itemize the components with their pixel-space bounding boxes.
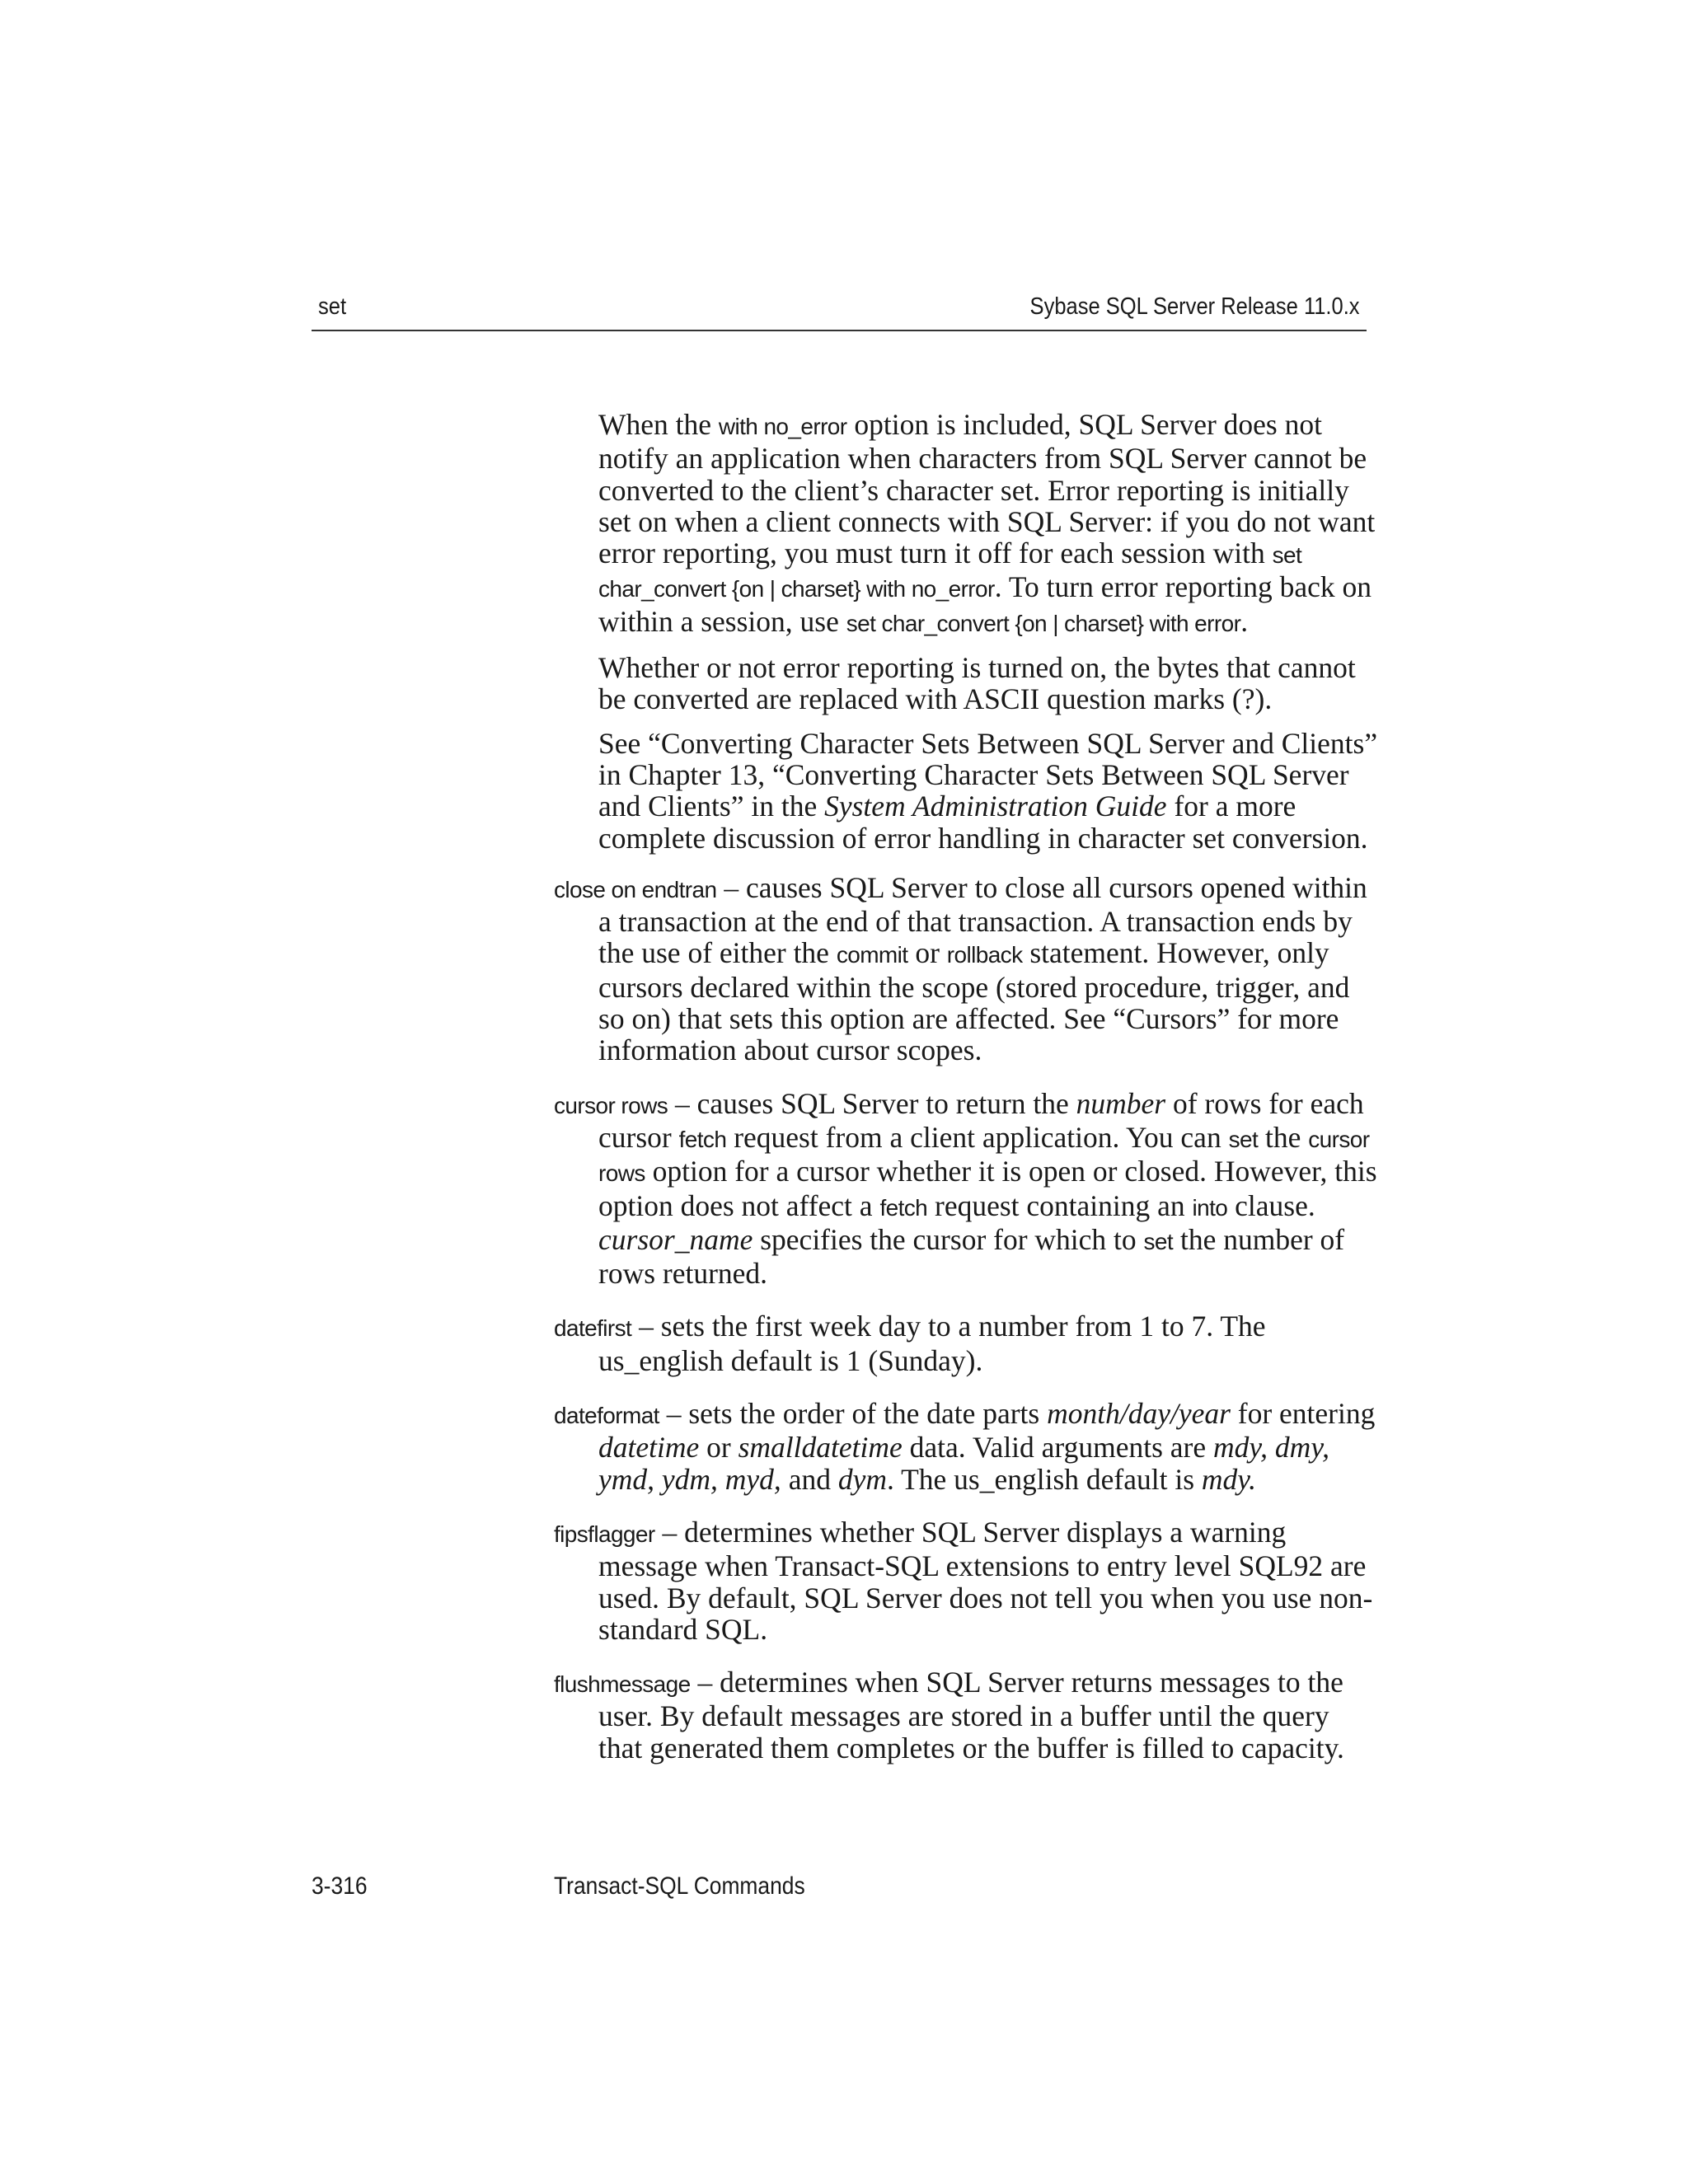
text: and <box>781 1462 838 1496</box>
text: . <box>1240 604 1249 638</box>
main-content <box>554 409 1378 1785</box>
code-keyword: set <box>1228 1126 1259 1152</box>
italic-term: mdy. <box>1201 1462 1256 1496</box>
text: for a more complete discussion of error handling in character set conversion. <box>598 790 1368 855</box>
page-number: 3-316 <box>312 1872 368 1900</box>
italic-term: datetime <box>598 1431 700 1465</box>
paragraph-see-also <box>554 728 1378 854</box>
text: . To turn error reporting back on within a session, use <box>598 570 1372 638</box>
text: – sets the order of the date parts <box>659 1397 1048 1431</box>
option-term: cursor rows <box>554 1092 668 1118</box>
option-term: flushmessage <box>554 1671 691 1698</box>
code-keyword: into <box>1192 1194 1228 1221</box>
option-cursor-rows <box>554 1088 1378 1290</box>
text: – causes SQL Server to close all cursors opened within a transaction at the end of that transaction. A transaction ends by the use of either the <box>598 870 1367 970</box>
text: . The us_english default is <box>886 1462 1202 1496</box>
italic-term: dym <box>837 1462 887 1496</box>
text: the number of rows returned. <box>598 1222 1345 1291</box>
text: data. Valid arguments are <box>902 1431 1213 1465</box>
paragraph-no-error <box>554 409 1378 640</box>
paragraph-error-reporting <box>554 652 1378 715</box>
code-keyword: commit <box>836 942 908 968</box>
italic-term: mdy, dmy, ymd, ydm, myd, <box>598 1431 1329 1496</box>
italic-term: number <box>1076 1086 1166 1120</box>
option-term: fipsflagger <box>554 1521 655 1547</box>
italic-term: smalldatetime <box>738 1431 903 1465</box>
code-keyword: set char_convert {on | charset} with error <box>846 610 1241 636</box>
text: or <box>699 1431 738 1465</box>
text: of rows for each cursor <box>598 1086 1364 1154</box>
text: statement. However, only cursors declared within the scope (stored procedure, trigger, and so on) that sets this option are affected. See “Cursors” for more information about cursor scopes. <box>598 936 1350 1067</box>
option-dateformat <box>554 1398 1378 1495</box>
code-keyword: cursor rows <box>598 1126 1370 1187</box>
option-datefirst <box>554 1310 1378 1376</box>
option-flushmessage <box>554 1666 1378 1764</box>
text: – determines whether SQL Server displays a warning message when Transact-SQL extensions to entry level SQL92 are used. By default, SQL Server does not tell you when you use non-standard SQL. <box>598 1515 1373 1646</box>
option-fipsflagger <box>554 1516 1378 1645</box>
header-section-title: set <box>318 293 347 320</box>
code-keyword: fetch <box>879 1194 928 1221</box>
text: – determines when SQL Server returns messages to the user. By default messages are stored in a buffer until the query that generated them completes or the buffer is filled to capacity. <box>598 1666 1344 1765</box>
code-keyword: set <box>1143 1228 1174 1254</box>
option-term: dateformat <box>554 1403 659 1429</box>
text: for entering <box>1230 1397 1376 1431</box>
code-keyword: with no_error <box>718 414 847 439</box>
code-keyword: fetch <box>678 1126 727 1152</box>
text: or <box>907 936 947 970</box>
text: When the <box>598 408 719 441</box>
text: the <box>1258 1120 1309 1154</box>
option-term: datefirst <box>554 1315 632 1342</box>
text: clause. <box>1227 1188 1315 1222</box>
text: option for a cursor whether it is open or closed. However, this option does not affect a <box>598 1155 1377 1222</box>
text: option is included, SQL Server does not notify an application when characters from SQL Server cannot be converted to the client’s character set. Error reporting is initially set on when a client connects with SQL Server: if you do not want error reporting, you must turn it off for each session with <box>598 408 1376 570</box>
running-header <box>312 287 1367 331</box>
code-keyword: set char_convert {on | charset} with no_error <box>598 542 1302 602</box>
option-term: close on endtran <box>554 876 717 902</box>
text: request from a client application. You can <box>726 1120 1229 1154</box>
footer-chapter-title: Transact-SQL Commands <box>554 1872 805 1900</box>
text: Whether or not error reporting is turned on, the bytes that cannot be converted are replaced with ASCII question marks (?). <box>598 651 1356 716</box>
text: – sets the first week day to a number from 1 to 7. The us_english default is 1 (Sunday). <box>598 1310 1266 1377</box>
option-close-on-endtran <box>554 872 1378 1066</box>
text: specifies the cursor for which to <box>753 1222 1144 1256</box>
italic-term: cursor_name <box>598 1222 753 1256</box>
header-product-title: Sybase SQL Server Release 11.0.x <box>1029 293 1360 320</box>
text: – causes SQL Server to return the <box>668 1086 1076 1120</box>
code-keyword: rollback <box>946 942 1023 968</box>
book-title: System Administration Guide <box>824 790 1167 823</box>
text: See “Converting Character Sets Between SQL Server and Clients” in Chapter 13, “Converting Character Sets Between SQL Server and Clients” in the <box>598 726 1378 823</box>
text: request containing an <box>927 1188 1193 1222</box>
italic-term: month/day/year <box>1047 1397 1231 1431</box>
